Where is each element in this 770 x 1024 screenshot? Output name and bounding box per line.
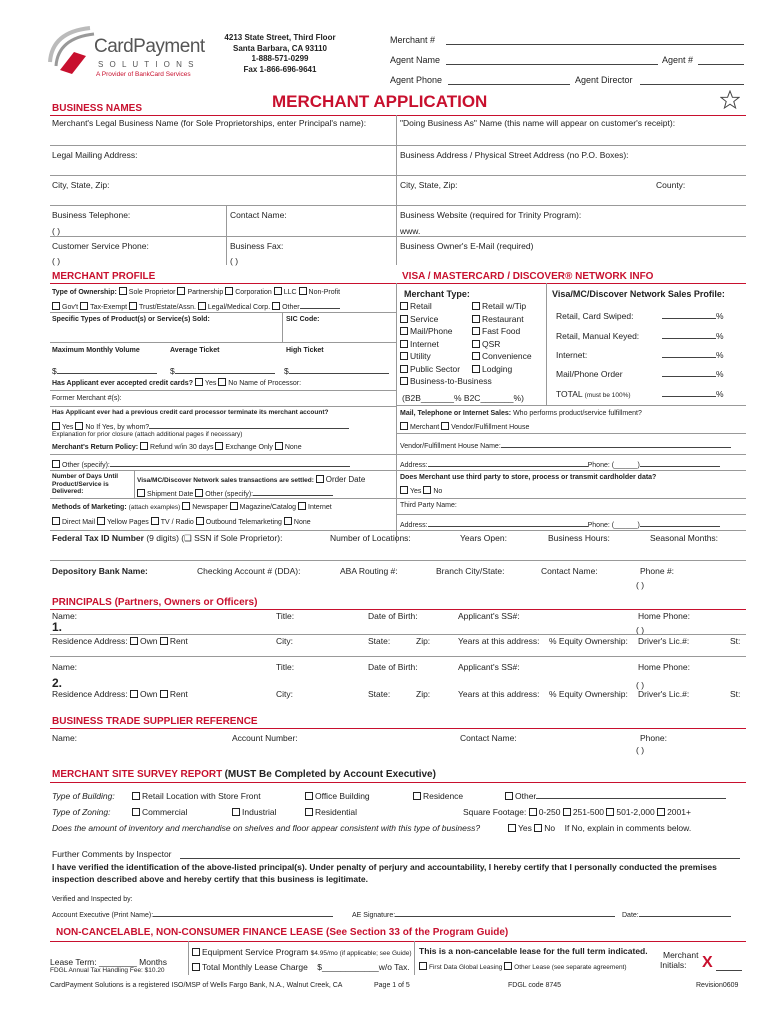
principal-2-st-field[interactable]: St: — [730, 689, 741, 699]
agent-number-field[interactable]: Agent # — [662, 55, 694, 65]
trade-phone-field[interactable]: Phone: — [640, 733, 667, 743]
total-pct-field[interactable]: TOTAL (must be 100%) — [556, 389, 631, 399]
fulfillment-row: Merchant Vendor/Fulfillment House — [400, 422, 529, 431]
other-specify-row: Other (specify): — [52, 459, 350, 469]
total-monthly-lease-row: Total Monthly Lease Charge $____________w/o Tax. — [192, 962, 410, 972]
retail-keyed-pct: % — [662, 331, 724, 341]
cs-phone-paren: ( ) — [52, 256, 61, 266]
checkbox-p1-own[interactable] — [130, 637, 138, 645]
merchant-type-col1: Retail Service Mail/Phone Internet Utility Public Sector Business-to-Business — [400, 300, 492, 388]
third-party-answer-row: Yes No — [400, 486, 442, 495]
checkbox-zoning-commercial[interactable] — [132, 808, 140, 816]
checkbox-other-lease[interactable] — [504, 962, 512, 970]
building-type-row: Type of Building: — [52, 791, 115, 801]
b2b-b2c-field[interactable]: (B2B_______% B2C_______%) — [402, 393, 524, 403]
checkbox-sqft-251-500[interactable] — [563, 808, 571, 816]
principal-1-dob-field[interactable]: Date of Birth: — [368, 611, 418, 621]
checkbox-type-qsr[interactable] — [472, 340, 480, 348]
principal-2-residence-row: Residence Address: Own Rent — [52, 689, 188, 699]
terminated-question: Has Applicant ever had a previous credit card processor terminate its merchant account? — [52, 409, 329, 416]
checkbox-sole-proprietor[interactable] — [119, 287, 127, 295]
principal-2-state-field[interactable]: State: — [368, 689, 391, 699]
shipment-row: Shipment Date Other (specify): — [137, 488, 333, 498]
principal-2-name-field[interactable]: Name: — [52, 662, 78, 672]
principal-2-ssn-field[interactable]: Applicant's SS#: — [458, 662, 520, 672]
trade-contact-field[interactable]: Contact Name: — [460, 733, 517, 743]
checkbox-inventory-yes[interactable] — [508, 824, 516, 832]
mail-phone-pct-field[interactable]: Mail/Phone Order — [556, 369, 623, 379]
principal-1-zip-field[interactable]: Zip: — [416, 636, 431, 646]
marketing-row-2: Direct Mail Yellow Pages TV / Radio Outbound Telemarketing None — [52, 517, 311, 526]
legal-mailing-address-field[interactable]: Legal Mailing Address: — [52, 150, 138, 160]
square-footage-row: Square Footage: 0-250 251-500 501-2,000 2001+ — [463, 807, 691, 817]
footer-revision: Revision0609 — [696, 982, 739, 989]
trade-phone-paren: ( ) — [636, 745, 645, 755]
retail-swiped-pct: % — [662, 311, 724, 321]
agent-director-field[interactable]: Agent Director — [575, 75, 633, 85]
average-ticket-label: Average Ticket — [170, 347, 220, 354]
logo-tagline: A Provider of BankCard Services — [96, 71, 191, 78]
third-party-question: Does Merchant use third party to store, process or transmit cardholder data? — [400, 474, 657, 481]
ownership-type-row-2: Gov't Tax-Exempt Trust/Estate/Assn. Legal/Medical Corp. Other — [52, 301, 340, 311]
checkbox-tv-radio[interactable] — [151, 517, 159, 525]
checkbox-type-restaurant[interactable] — [472, 315, 480, 323]
trade-account-field[interactable]: Account Number: — [232, 733, 298, 743]
checkbox-type-internet[interactable] — [400, 340, 408, 348]
checkbox-return-other[interactable] — [52, 460, 60, 468]
merchant-type-label: Merchant Type: — [404, 289, 470, 299]
trade-supplier-heading: BUSINESS TRADE SUPPLIER REFERENCE — [52, 716, 258, 727]
business-website-field[interactable]: Business Website (required for Trinity Program): — [400, 210, 582, 220]
company-address: 4213 State Street, Third Floor Santa Barbara, CA 93110 1-888-571-0299 Fax 1-866-696-9641 — [224, 33, 336, 74]
zoning-opt-commercial: Commercial — [132, 807, 187, 817]
checkbox-settled-other[interactable] — [195, 489, 203, 497]
principal-2-home-phone-field[interactable]: Home Phone: — [638, 662, 690, 672]
high-ticket-input[interactable]: $ — [284, 366, 389, 376]
checkbox-return-none[interactable] — [275, 442, 283, 450]
city-state-zip-field-2[interactable]: City, State, Zip: — [400, 180, 458, 190]
checkbox-type-convenience[interactable] — [472, 352, 480, 360]
county-field[interactable]: County: — [656, 180, 686, 190]
verified-by-label: Verified and Inspected by: — [52, 896, 133, 903]
checkbox-order-date[interactable] — [316, 475, 324, 483]
checkbox-fulfill-merchant[interactable] — [400, 422, 408, 430]
principal-2-number: 2. — [52, 676, 63, 690]
fax-paren: ( ) — [230, 256, 239, 266]
inspector-comments-field[interactable]: Further Comments by Inspector — [52, 849, 172, 859]
principal-1-state-field[interactable]: State: — [368, 636, 391, 646]
checkbox-trust-estate[interactable] — [129, 302, 137, 310]
principal-1-drivers-field[interactable]: Driver's Lic.#: — [638, 636, 690, 646]
checkbox-other-ownership[interactable] — [272, 302, 280, 310]
business-names-heading: BUSINESS NAMES — [52, 103, 143, 114]
accepted-cards-question: Has Applicant ever accepted credit cards? Yes No Name of Processor: — [52, 380, 302, 387]
building-opt-office: Office Building — [305, 791, 370, 801]
ownership-type-row: Type of Ownership: Sole Proprietor Partnership Corporation LLC Non-Profit — [52, 289, 341, 296]
city-state-zip-field[interactable]: City, State, Zip: — [52, 180, 110, 190]
merchant-initials-label: Merchant Initials: — [660, 950, 699, 970]
vendor-address-field[interactable]: Address: Phone: (______) — [400, 459, 720, 469]
internet-pct: % — [662, 350, 724, 360]
years-open-field[interactable]: Years Open: — [460, 533, 507, 543]
equipment-service-row: Equipment Service Program $4.95/mo (if applicable; see Guide) — [192, 947, 411, 957]
number-of-locations-field[interactable]: Number of Locations: — [330, 533, 411, 543]
lease-heading: NON-CANCELABLE, NON-CONSUMER FINANCE LEASE (See Section 33 of the Program Guide) — [56, 927, 509, 938]
retail-swiped-field[interactable]: Retail, Card Swiped: — [556, 311, 634, 321]
principal-1-ssn-field[interactable]: Applicant's SS#: — [458, 611, 520, 621]
checkbox-non-profit[interactable] — [299, 287, 307, 295]
principal-1-st-field[interactable]: St: — [730, 636, 741, 646]
visa-network-heading: VISA / MASTERCARD / DISCOVER® NETWORK INFO — [402, 271, 654, 282]
vendor-name-field[interactable]: Vendor/Fulfillment House Name: — [400, 440, 731, 450]
checkbox-zoning-residential[interactable] — [305, 808, 313, 816]
logo-swoosh-icon — [40, 22, 100, 78]
building-opts: Retail Location with Store Front — [132, 791, 261, 801]
checkbox-inventory-no[interactable] — [534, 824, 542, 832]
agent-name-field[interactable]: Agent Name — [390, 55, 441, 65]
bank-phone-field[interactable]: Phone #: — [640, 566, 675, 576]
checkbox-zoning-industrial[interactable] — [232, 808, 240, 816]
noncancelable-statement: This is a non-cancelable lease for the full term indicated. — [419, 946, 648, 956]
checkbox-magazine[interactable] — [230, 502, 238, 510]
zoning-opt-residential: Residential — [305, 807, 357, 817]
checking-account-field[interactable]: Checking Account # (DDA): — [197, 566, 301, 576]
ae-signature-field[interactable]: AE Signature: — [352, 909, 615, 919]
merchant-number-field[interactable]: Merchant # — [390, 35, 436, 45]
sales-profile-title: Visa/MC/Discover Network Sales Profile: — [552, 289, 725, 299]
business-fax-field[interactable]: Business Fax: — [230, 241, 284, 251]
checkbox-building-other[interactable] — [505, 792, 513, 800]
checkbox-internet-mkt[interactable] — [298, 502, 306, 510]
initials-x-mark[interactable]: X — [702, 954, 713, 971]
trade-name-field[interactable]: Name: — [52, 733, 78, 743]
checkbox-type-service[interactable] — [400, 315, 408, 323]
principal-2-title-field[interactable]: Title: — [276, 662, 295, 672]
principal-1-block — [0, 609, 770, 659]
checkbox-type-public-sector[interactable] — [400, 365, 408, 373]
branch-city-field[interactable]: Branch City/State: — [436, 566, 505, 576]
checkbox-llc[interactable] — [274, 287, 282, 295]
former-merchant-field[interactable]: Former Merchant #(s): — [52, 395, 122, 402]
mail-phone-pct: % — [662, 369, 724, 379]
checkbox-building-retail[interactable] — [132, 792, 140, 800]
mail-tel-internet-row: Mail, Telephone or Internet Sales: Who performs product/service fulfillment? — [400, 410, 642, 417]
business-address-field[interactable]: Business Address / Physical Street Address (no P.O. Boxes): — [400, 150, 629, 160]
footer-page-number: Page 1 of 5 — [374, 982, 410, 989]
checkbox-type-utility[interactable] — [400, 352, 408, 360]
principal-2-equity-field[interactable]: % Equity Ownership: — [549, 689, 628, 699]
business-hours-field[interactable]: Business Hours: — [548, 533, 610, 543]
business-telephone-field[interactable]: Business Telephone: — [52, 210, 131, 220]
checkbox-fulfill-vendor[interactable] — [441, 422, 449, 430]
third-party-address-field[interactable]: Address: Phone: (______) — [400, 519, 720, 529]
website-www: www. — [400, 226, 421, 236]
fdgl-fee-note: FDGL Annual Tax Handling Fee: $10.20 — [50, 967, 165, 974]
high-ticket-label: High Ticket — [286, 347, 324, 354]
seasonal-months-field[interactable]: Seasonal Months: — [650, 533, 719, 543]
checkbox-p2-rent[interactable] — [160, 690, 168, 698]
checkbox-building-office[interactable] — [305, 792, 313, 800]
checkbox-total-monthly-lease[interactable] — [192, 963, 200, 971]
max-monthly-volume-label: Maximum Monthly Volume — [52, 347, 140, 354]
checkbox-govt[interactable] — [52, 302, 60, 310]
checkbox-direct-mail[interactable] — [52, 517, 60, 525]
merchant-type-col2: Retail w/Tip Restaurant Fast Food QSR Convenience Lodging — [472, 300, 532, 375]
merchant-profile-heading: MERCHANT PROFILE — [52, 271, 156, 282]
ae-print-name-field[interactable]: Account Executive (Print Name): — [52, 909, 333, 919]
checkbox-sqft-0-250[interactable] — [529, 808, 537, 816]
checkbox-type-lodging[interactable] — [472, 365, 480, 373]
checkbox-sqft-501-2000[interactable] — [606, 808, 614, 816]
checkbox-type-fast-food[interactable] — [472, 327, 480, 335]
third-party-name-field[interactable]: Third Party Name: — [400, 502, 457, 509]
principal-1-home-phone-field[interactable]: Home Phone: — [638, 611, 690, 621]
logo-name: CardPayment — [94, 36, 205, 57]
checkbox-accepted-no[interactable] — [218, 378, 226, 386]
bank-contact-field[interactable]: Contact Name: — [541, 566, 598, 576]
checkbox-type-retail[interactable] — [400, 302, 408, 310]
checkbox-accepted-yes[interactable] — [195, 378, 203, 386]
building-opt-residence: Residence — [413, 791, 463, 801]
checkbox-exchange-only[interactable] — [215, 442, 223, 450]
checkbox-yellow-pages[interactable] — [97, 517, 105, 525]
checkbox-third-party-yes[interactable] — [400, 486, 408, 494]
lease-term-field[interactable]: Lease Term: ________ Months — [50, 957, 168, 967]
zoning-opt-industrial: Industrial — [232, 807, 277, 817]
principal-2-city-field[interactable]: City: — [276, 689, 293, 699]
inventory-question-row: Does the amount of inventory and merchandise on shelves and floor appear consistent with this type of business? — [52, 823, 481, 833]
principal-1-paren: ( ) — [636, 625, 645, 635]
checkbox-terminated-no[interactable] — [75, 422, 83, 430]
checkbox-mkt-none[interactable] — [284, 517, 292, 525]
logo — [40, 22, 220, 82]
checkbox-terminated-yes[interactable] — [52, 422, 60, 430]
marketing-row: Methods of Marketing: (attach examples) Newspaper Magazine/Catalog Internet — [52, 504, 332, 511]
principal-1-name-field[interactable]: Name: — [52, 611, 78, 621]
checkbox-type-b2b[interactable] — [400, 377, 408, 385]
bank-phone-paren: ( ) — [636, 580, 645, 590]
product-types-field[interactable]: Specific Types of Product(s) or Service(s) Sold: — [52, 316, 210, 323]
checkbox-p2-own[interactable] — [130, 690, 138, 698]
checkbox-third-party-no[interactable] — [423, 486, 431, 494]
principals-heading: PRINCIPALS (Partners, Owners or Officers) — [52, 597, 258, 608]
contact-name-field[interactable]: Contact Name: — [230, 210, 287, 220]
legal-business-name-field[interactable]: Merchant's Legal Business Name (for Sole Proprietorships, enter Principal's name): — [52, 118, 367, 128]
retail-keyed-field[interactable]: Retail, Manual Keyed: — [556, 331, 640, 341]
return-policy-row: Merchant's Return Policy: Refund w/in 30 days Exchange Only None — [52, 444, 302, 451]
total-pct: % — [662, 389, 724, 399]
checkbox-partnership[interactable] — [177, 287, 185, 295]
principal-2-drivers-field[interactable]: Driver's Lic.#: — [638, 689, 690, 699]
site-survey-heading: MERCHANT SITE SURVEY REPORT (MUST Be Completed by Account Executive) — [52, 769, 436, 780]
footer-iso-statement: CardPayment Solutions is a registered ISO/MSP of Wells Fargo Bank, N.A., Walnut Creek, CA — [50, 982, 343, 989]
customer-service-phone-field[interactable]: Customer Service Phone: — [52, 241, 149, 251]
dba-name-field[interactable]: "Doing Business As" Name (this name will appear on customer's receipt): — [400, 118, 676, 128]
principal-1-residence-row: Residence Address: Own Rent — [52, 636, 188, 646]
business-telephone-paren: ( ) — [52, 226, 61, 236]
principal-1-number: 1. — [52, 620, 63, 634]
sic-code-field[interactable]: SIC Code: — [286, 316, 320, 323]
owner-email-field[interactable]: Business Owner's E-Mail (required) — [400, 241, 534, 251]
checkbox-corporation[interactable] — [225, 287, 233, 295]
terminated-answer-row: Yes No If Yes, by whom? — [52, 421, 349, 431]
checkbox-telemarketing[interactable] — [196, 517, 204, 525]
checkbox-legal-medical[interactable] — [198, 302, 206, 310]
star-icon — [720, 90, 740, 110]
internet-pct-field[interactable]: Internet: — [556, 350, 588, 360]
aba-routing-field[interactable]: ABA Routing #: — [340, 566, 398, 576]
principal-1-city-field[interactable]: City: — [276, 636, 293, 646]
checkbox-first-data-leasing[interactable] — [419, 962, 427, 970]
checkbox-equipment-service[interactable] — [192, 948, 200, 956]
max-volume-input[interactable]: $ — [52, 366, 157, 376]
principal-1-title-field[interactable]: Title: — [276, 611, 295, 621]
checkbox-type-retail-tip[interactable] — [472, 302, 480, 310]
principal-1-years-field[interactable]: Years at this address: — [458, 636, 540, 646]
checkbox-type-mail-phone[interactable] — [400, 327, 408, 335]
checkbox-newspaper[interactable] — [182, 502, 190, 510]
verification-statement: I have verified the identification of the above-listed principal(s). Under penalty of perjury and accountability, I hereby certify that I personally conducted the premises inspection described above and hereby certify that this business is legitimate. — [52, 862, 717, 884]
principal-2-zip-field[interactable]: Zip: — [416, 689, 431, 699]
zoning-type-label: Type of Zoning: — [52, 807, 111, 817]
logo-sub: S O L U T I O N S — [98, 60, 196, 69]
ae-date-field[interactable]: Date: — [622, 909, 731, 919]
agent-phone-field[interactable]: Agent Phone — [390, 75, 443, 85]
building-opt-other: Other — [505, 791, 726, 801]
principal-1-equity-field[interactable]: % Equity Ownership: — [549, 636, 628, 646]
days-until-delivered-label: Number of Days Until Product/Service is Delivered: — [52, 473, 119, 495]
checkbox-sqft-2001[interactable] — [657, 808, 665, 816]
checkbox-building-residence[interactable] — [413, 792, 421, 800]
principal-2-dob-field[interactable]: Date of Birth: — [368, 662, 418, 672]
page-title: MERCHANT APPLICATION — [272, 92, 488, 111]
explanation-note: Explanation for prior closure (attach additional pages if necessary) — [52, 431, 243, 438]
depository-bank-field[interactable]: Depository Bank Name: — [52, 566, 148, 576]
leasing-company-row: First Data Global Leasing Other Lease (see separate agreement) — [419, 962, 627, 971]
settled-row: Visa/MC/Discover Network sales transactions are settled: Order Date — [137, 475, 366, 484]
avg-ticket-input[interactable]: $ — [170, 366, 275, 376]
principal-2-paren: ( ) — [636, 680, 645, 690]
checkbox-tax-exempt[interactable] — [80, 302, 88, 310]
checkbox-p1-rent[interactable] — [160, 637, 168, 645]
checkbox-refund-30[interactable] — [140, 442, 148, 450]
principal-2-years-field[interactable]: Years at this address: — [458, 689, 540, 699]
inventory-answers: Yes No If No, explain in comments below. — [508, 823, 691, 833]
principal-2-block — [0, 660, 770, 710]
footer-fdgl-code: FDGL code 8745 — [508, 982, 562, 989]
federal-tax-id-field[interactable]: Federal Tax ID Number (9 digits) (❑ SSN if Sole Proprietor): — [52, 533, 283, 543]
checkbox-shipment-date[interactable] — [137, 489, 145, 497]
